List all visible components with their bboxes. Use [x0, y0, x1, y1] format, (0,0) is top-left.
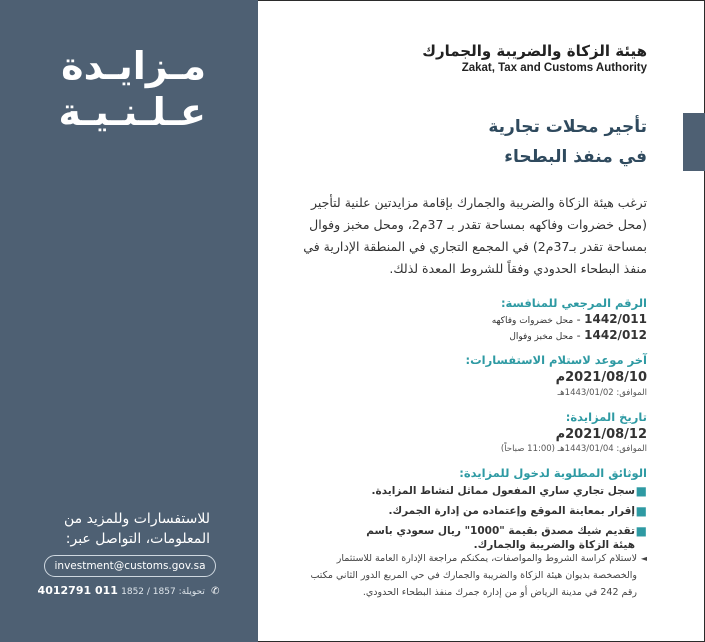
bullet-icon: ■: [635, 484, 647, 498]
triangle-bullet-icon: ◄: [640, 554, 647, 563]
reference-code: 1442/011: [584, 312, 647, 326]
inquiry-deadline-hijri: الموافق: 1443/01/02هـ: [557, 388, 647, 398]
auction-date-hijri: الموافق: 1443/01/04هـ (11:00 صباحاً): [500, 444, 647, 454]
phone-extensions: تحويلة: 1857 / 1852: [121, 587, 205, 597]
footer-note: ◄ لاستلام كراسة الشروط والمواصفات، يمكنكم مراجعة الإدارة العامة للاستثمار والخصخصة بديوان هيئة الزكاة والضريبة والجمارك في حي المربع الدور الثاني مكتب رقم 242 في مدينة الرياض أو من إدارة جمرك منفذ البطحاء الحدودي.: [297, 550, 647, 601]
reference-code: 1442/012: [584, 328, 647, 342]
documents-list: [347, 484, 647, 558]
inquiry-deadline-label: آخر موعد لاستلام الاستفسارات:: [465, 353, 647, 367]
reference-desc: محل خضروات وفاكهه: [491, 316, 574, 326]
main-title: [488, 112, 647, 172]
auction-date-label: تاريخ المزايدة:: [565, 410, 647, 424]
list-item: ■ إقرار بمعاينة الموقع وإعتماده من إدارة الجمرك.: [388, 504, 647, 518]
bullet-icon: ■: [635, 524, 647, 538]
email-link[interactable]: investment@customs.gov.sa: [44, 555, 216, 577]
list-item: ■ سجل تجاري ساري المفعول مماثل لنشاط المزايدة.: [371, 484, 647, 498]
auction-title-line2: عـلـنـيـة: [58, 90, 206, 134]
org-name-english: Zakat, Tax and Customs Authority: [461, 62, 647, 74]
list-item: ■ تقديم شيك مصدق بقيمة "1000" ريال سعودي باسم هيئة الزكاة والضريبة والجمارك.: [366, 524, 647, 551]
content-panel: [258, 0, 705, 642]
reference-item: 1442/012 - محل مخبز وفوال: [509, 328, 647, 342]
reference-desc: محل مخبز وفوال: [509, 332, 574, 342]
auction-title-line1: مـزايـدة: [61, 44, 206, 88]
reference-label: الرقم المرجعي للمنافسة:: [500, 296, 647, 310]
bullet-icon: ■: [635, 504, 647, 518]
auction-date: 2021/08/12م: [555, 427, 647, 442]
contact-text: للاستفسارات وللمزيد من المعلومات، التواصل عبر:: [63, 511, 210, 547]
intro-paragraph: ترغب هيئة الزكاة والضريبة والجمارك بإقامة مزايدتين علنية لتأجير (محل خضروات وفاكهه بمساحة تقدر بـ 37م2، ومحل مخبز وفوال بمساحة تقدر بـ37م2) في المجمع التجاري في المنطقة الإدارية في منفذ البطحاء الحدودي وفقاً للشروط المعدة لذلك.: [303, 195, 647, 276]
phone-number[interactable]: 011 4012791: [37, 584, 118, 597]
phone-row: [32, 584, 228, 597]
documents-label: الوثائق المطلوبة لدخول للمزايدة:: [459, 466, 647, 480]
reference-item: 1442/011 - محل خضروات وفاكهه: [491, 312, 647, 326]
org-name-arabic: هيئة الزكاة والضريبة والجمارك: [422, 42, 647, 60]
main-title-line1: تأجير محلات تجارية: [488, 117, 647, 137]
inquiry-deadline-date: 2021/08/10م: [555, 370, 647, 385]
main-title-line2: في منفذ البطحاء: [504, 147, 647, 167]
phone-icon: ✆: [211, 586, 220, 597]
sidebar-panel: [0, 0, 258, 642]
accent-bar: [683, 113, 705, 171]
